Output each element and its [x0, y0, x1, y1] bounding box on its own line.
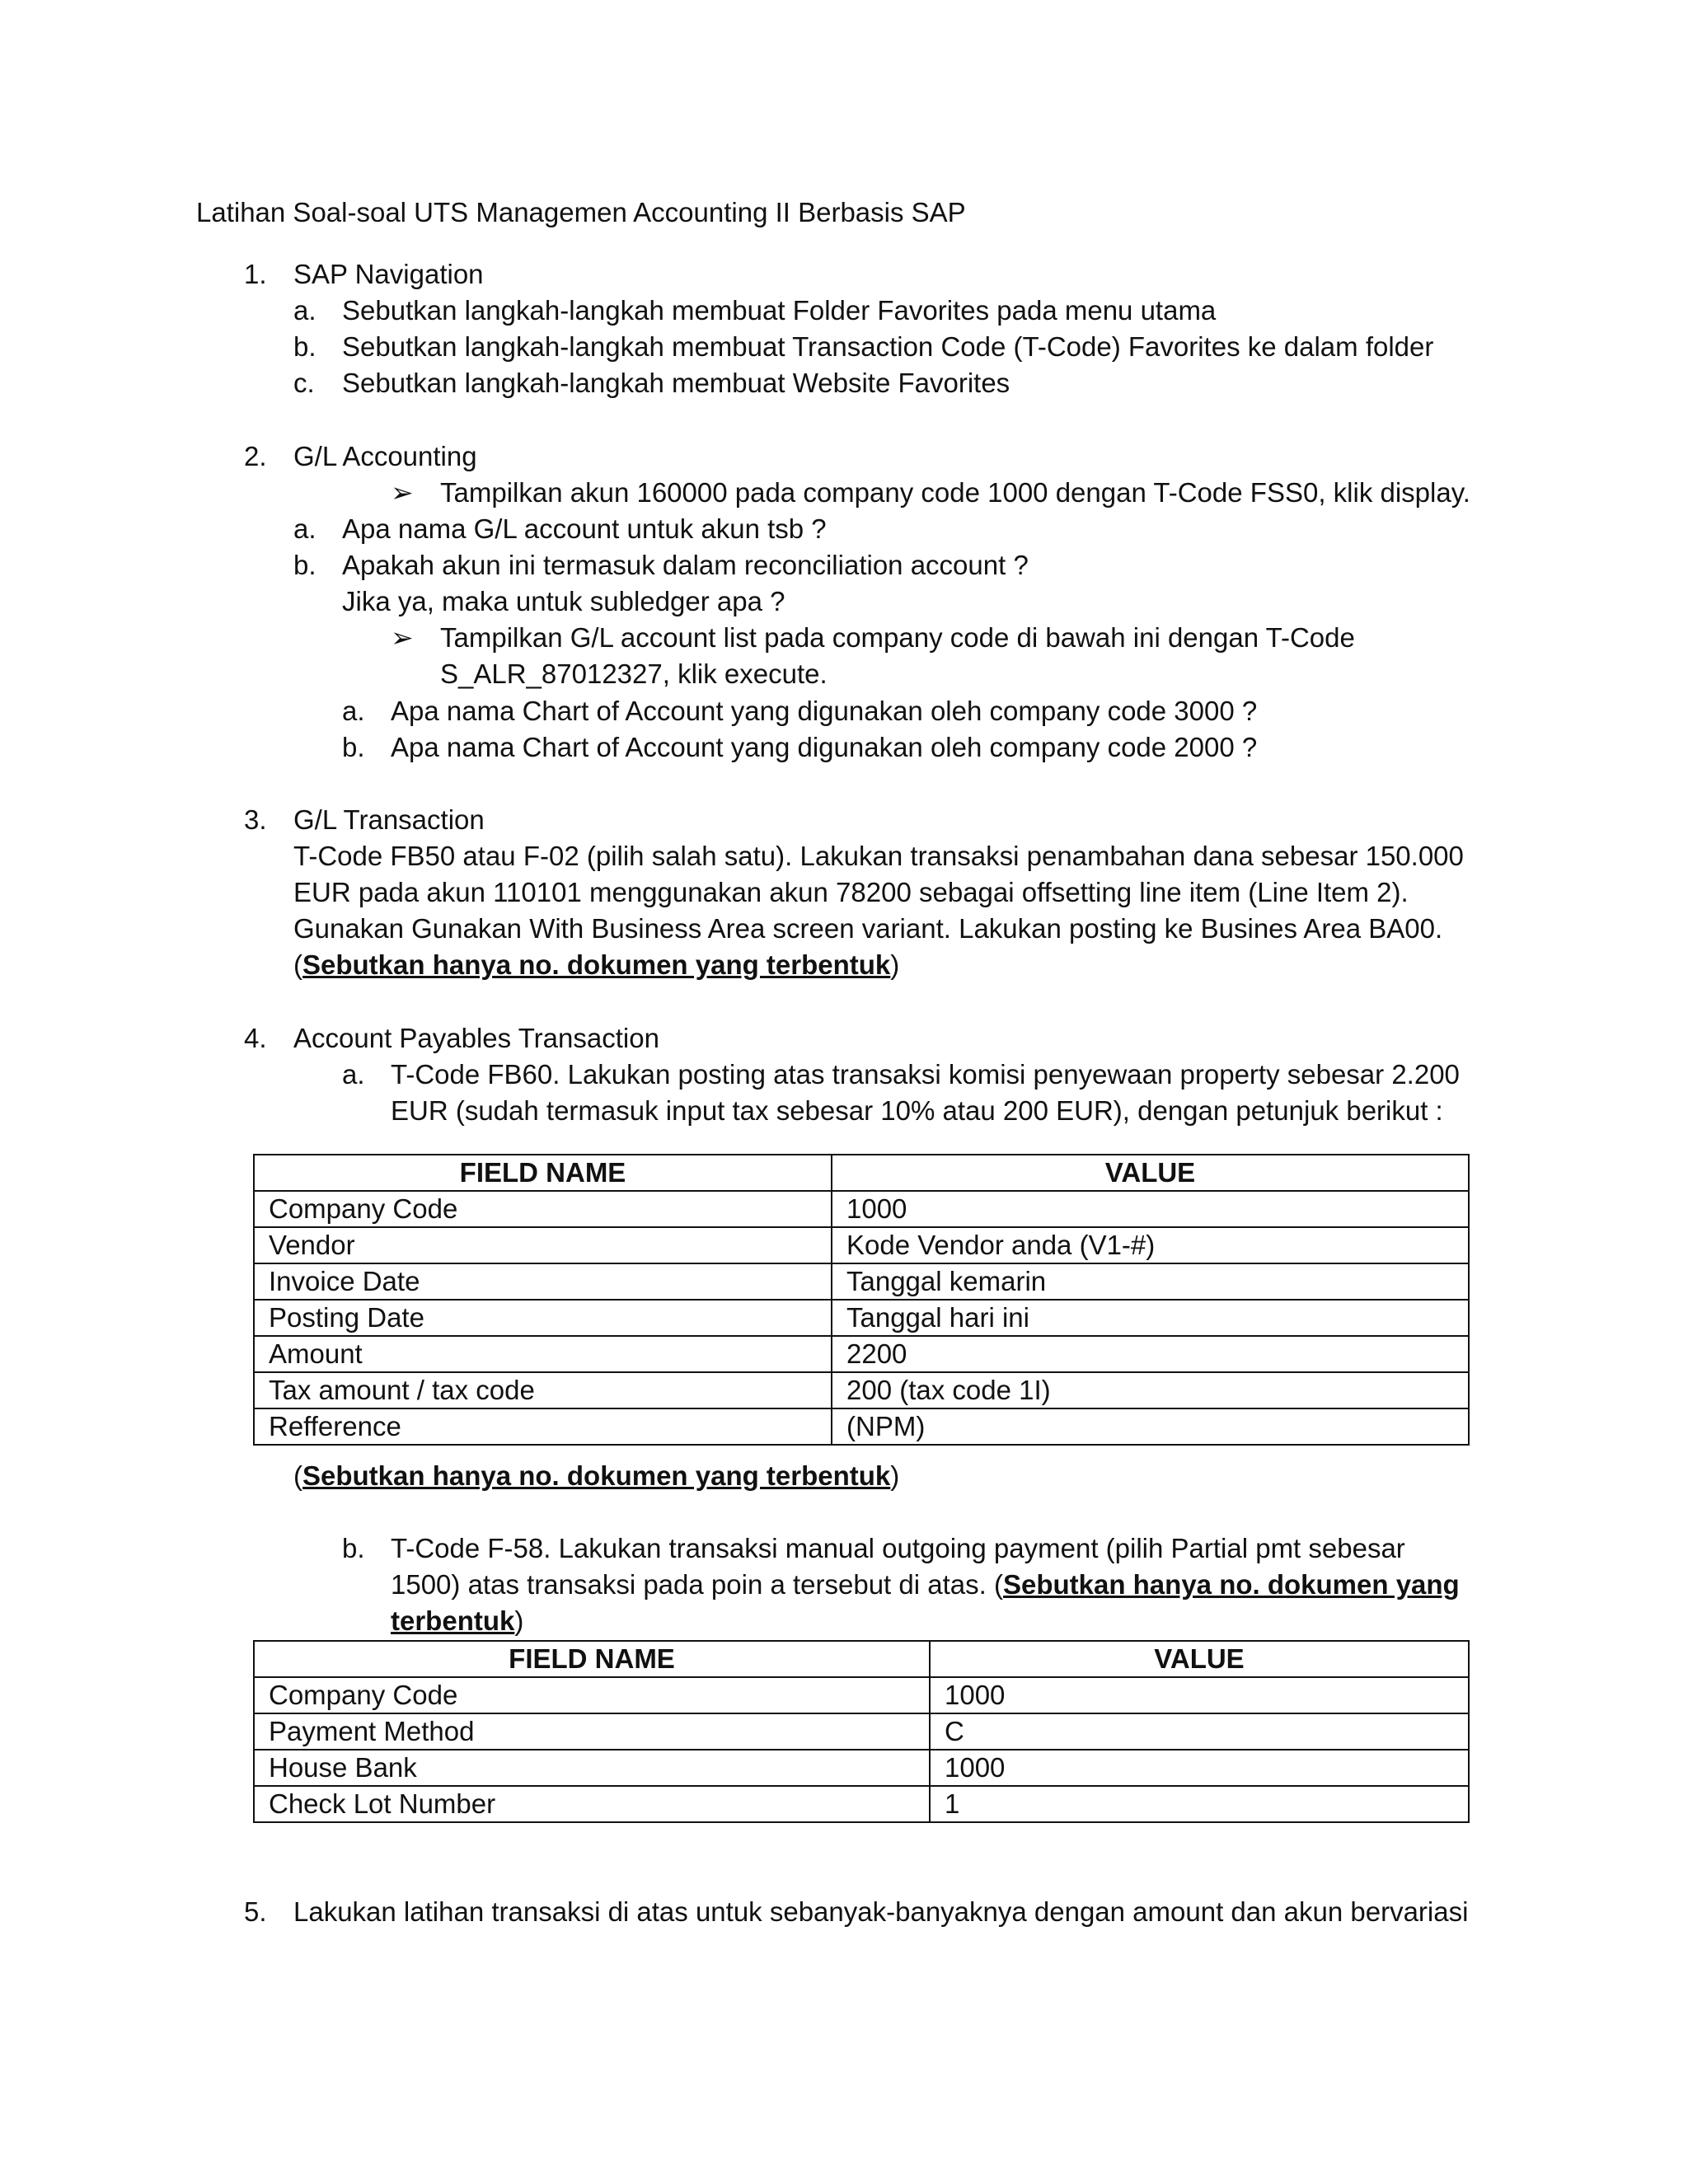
field-name-cell: Company Code: [254, 1191, 832, 1227]
value-cell: Tanggal kemarin: [832, 1263, 1469, 1300]
list-item: Sebutkan langkah-langkah membuat Folder Favorites pada menu utama: [342, 295, 1217, 326]
arrow-bullet-icon: ➢: [391, 622, 414, 653]
list-marker: a.: [342, 1059, 365, 1090]
table-row: [254, 1191, 1469, 1227]
table-row: [254, 1750, 1469, 1786]
field-name-cell: Vendor: [254, 1227, 832, 1263]
list-marker: b.: [293, 550, 316, 580]
table-row: [254, 1336, 1469, 1372]
list-marker: c.: [293, 368, 315, 398]
list-marker: a.: [342, 696, 365, 726]
bullet-text: Tampilkan akun 160000 pada company code 1000 dengan T-Code FSS0, klik display.: [440, 477, 1470, 508]
paragraph-line: T-Code FB50 atau F-02 (pilih salah satu). Lakukan transaksi penambahan dana sebesar 150.000: [293, 841, 1464, 871]
list-marker: b.: [342, 1533, 365, 1563]
list-item-continued: Jika ya, maka untuk subledger apa ?: [342, 586, 785, 616]
section-2-number: 2.: [244, 441, 267, 471]
table-row: [254, 1408, 1469, 1445]
value-cell: 1000: [832, 1191, 1469, 1227]
paren: (: [293, 949, 302, 980]
list-marker: a.: [293, 513, 316, 544]
text-span: 1500) atas transaksi pada poin a tersebut di atas. (: [391, 1569, 1003, 1600]
paragraph-line: Gunakan Gunakan With Business Area screen variant. Lakukan posting ke Busines Area BA00.: [293, 913, 1443, 944]
column-header: VALUE: [832, 1155, 1469, 1191]
table-row: [254, 1786, 1469, 1822]
list-marker: b.: [342, 732, 365, 762]
paragraph-line: EUR pada akun 110101 menggunakan akun 78200 sebagai offsetting line item (Line Item 2).: [293, 877, 1409, 907]
field-name-cell: Refference: [254, 1408, 832, 1445]
column-header: VALUE: [930, 1641, 1469, 1677]
list-marker: a.: [293, 295, 316, 326]
paren: (: [293, 1460, 302, 1491]
document-title: Latihan Soal-soal UTS Managemen Accounting II Berbasis SAP: [196, 197, 966, 227]
fb60-field-table: [253, 1154, 1470, 1446]
section-5-text: Lakukan latihan transaksi di atas untuk sebanyak-banyaknya dengan amount dan akun bervariasi: [293, 1896, 1469, 1927]
note-text: Sebutkan hanya no. dokumen yang terbentuk: [302, 1460, 891, 1491]
value-cell: Tanggal hari ini: [832, 1300, 1469, 1336]
section-2-heading: G/L Accounting: [293, 441, 477, 471]
list-item: Apa nama Chart of Account yang digunakan oleh company code 2000 ?: [391, 732, 1258, 762]
value-cell: 2200: [832, 1336, 1469, 1372]
list-item: Sebutkan langkah-langkah membuat Website Favorites: [342, 368, 1010, 398]
value-cell: 1: [930, 1786, 1469, 1822]
field-name-cell: Check Lot Number: [254, 1786, 930, 1822]
table-header-row: [254, 1641, 1469, 1677]
paren: ): [890, 949, 900, 980]
field-name-cell: Tax amount / tax code: [254, 1372, 832, 1408]
column-header: FIELD NAME: [254, 1641, 930, 1677]
section-1-number: 1.: [244, 259, 267, 289]
value-cell: 1000: [930, 1677, 1469, 1713]
list-item: Apa nama Chart of Account yang digunakan oleh company code 3000 ?: [391, 696, 1258, 726]
value-cell: Kode Vendor anda (V1-#): [832, 1227, 1469, 1263]
bullet-text: Tampilkan G/L account list pada company code di bawah ini dengan T-Code: [440, 622, 1355, 653]
note-text: terbentuk: [391, 1605, 515, 1636]
value-cell: 200 (tax code 1I): [832, 1372, 1469, 1408]
table-header-row: [254, 1155, 1469, 1191]
table-row: [254, 1372, 1469, 1408]
paragraph-line: EUR (sudah termasuk input tax sebesar 10% atau 200 EUR), dengan petunjuk berikut :: [391, 1095, 1443, 1126]
paragraph-line: [391, 1605, 523, 1638]
f58-field-table: [253, 1640, 1470, 1823]
value-cell: (NPM): [832, 1408, 1469, 1445]
section-5-number: 5.: [244, 1896, 267, 1927]
note-text: Sebutkan hanya no. dokumen yang terbentuk: [302, 949, 891, 980]
paragraph-line: T-Code FB60. Lakukan posting atas transaksi komisi penyewaan property sebesar 2.200: [391, 1059, 1460, 1090]
bullet-text-continued: S_ALR_87012327, klik execute.: [440, 658, 828, 689]
section-3-heading: G/L Transaction: [293, 804, 485, 835]
note-text: Sebutkan hanya no. dokumen yang: [1002, 1569, 1460, 1600]
paragraph-line: [391, 1568, 1460, 1601]
table-row: [254, 1300, 1469, 1336]
list-marker: b.: [293, 331, 316, 362]
field-name-cell: Payment Method: [254, 1713, 930, 1750]
list-item: Apa nama G/L account untuk akun tsb ?: [342, 513, 827, 544]
table-row: [254, 1677, 1469, 1713]
instruction-note: [293, 949, 899, 982]
instruction-note: [293, 1460, 899, 1493]
section-3-number: 3.: [244, 804, 267, 835]
field-name-cell: Company Code: [254, 1677, 930, 1713]
list-item: Sebutkan langkah-langkah membuat Transaction Code (T-Code) Favorites ke dalam folder: [342, 331, 1434, 362]
section-4-heading: Account Payables Transaction: [293, 1023, 659, 1053]
section-1-heading: SAP Navigation: [293, 259, 484, 289]
table-row: [254, 1713, 1469, 1750]
paragraph-line: T-Code F-58. Lakukan transaksi manual outgoing payment (pilih Partial pmt sebesar: [391, 1533, 1405, 1563]
field-name-cell: Posting Date: [254, 1300, 832, 1336]
paren: ): [890, 1460, 900, 1491]
column-header: FIELD NAME: [254, 1155, 832, 1191]
field-name-cell: House Bank: [254, 1750, 930, 1786]
field-name-cell: Invoice Date: [254, 1263, 832, 1300]
value-cell: C: [930, 1713, 1469, 1750]
paren: ): [514, 1605, 524, 1636]
section-4-number: 4.: [244, 1023, 267, 1053]
field-name-cell: Amount: [254, 1336, 832, 1372]
list-item: Apakah akun ini termasuk dalam reconciliation account ?: [342, 550, 1029, 580]
table-row: [254, 1227, 1469, 1263]
table-row: [254, 1263, 1469, 1300]
value-cell: 1000: [930, 1750, 1469, 1786]
arrow-bullet-icon: ➢: [391, 477, 414, 508]
